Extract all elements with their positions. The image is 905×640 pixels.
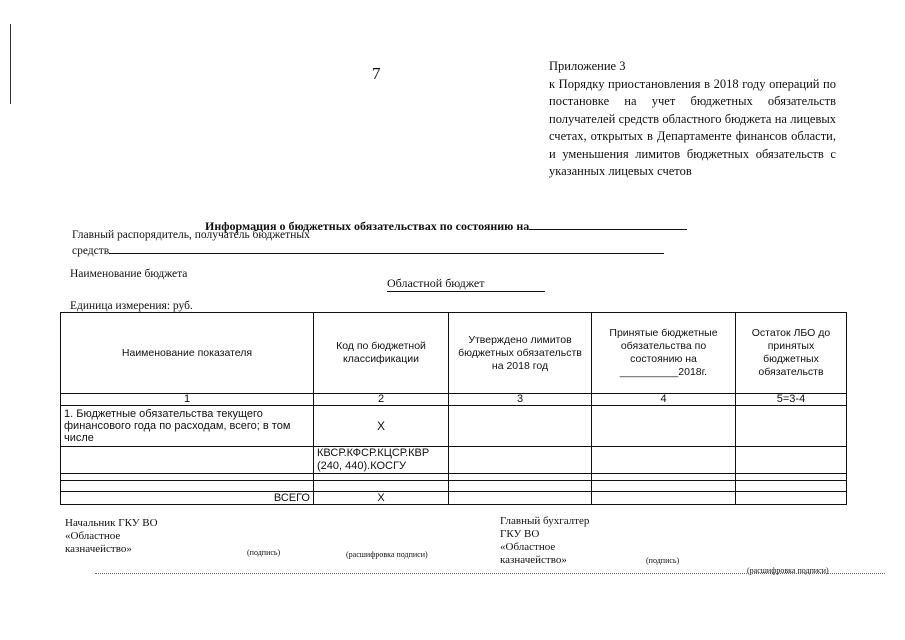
header-indicator-name: Наименование показателя xyxy=(61,313,314,394)
budget-name-value: Областной бюджет xyxy=(387,276,545,292)
budget-name-label: Наименование бюджета xyxy=(70,268,188,280)
table-row xyxy=(61,481,847,492)
total-approved xyxy=(449,492,592,505)
header-approved-limits: Утверждено лимитов бюджетных обязательств на 2018 год xyxy=(449,313,592,394)
unit-label: Единица измерения: руб. xyxy=(70,300,193,312)
main-manager-label: Главный распорядитель, получатель бюджетных xyxy=(72,229,310,241)
accountant-title: Главный бухгалтер ГКУ ВО «Областное казначейство» xyxy=(500,515,590,566)
total-accepted xyxy=(592,492,736,505)
column-number: 2 xyxy=(314,394,449,406)
table-header-row xyxy=(61,313,847,394)
row-name xyxy=(61,474,314,481)
annex-block xyxy=(549,58,836,181)
bottom-dotted-rule xyxy=(95,573,885,574)
row-code: Х xyxy=(314,406,449,447)
annex-title: Приложение 3 xyxy=(549,59,626,73)
accountant-decode-caption: (расшифровка подписи) xyxy=(747,566,829,575)
means-blank-line xyxy=(109,242,664,254)
means-label: средств xyxy=(72,245,110,257)
chief-signature-caption: (подпись) xyxy=(247,548,281,557)
row-code: КВСР.КФСР.КЦСР.КВР (240, 440).КОСГУ xyxy=(314,447,449,474)
row-remaining xyxy=(736,406,847,447)
column-number: 3 xyxy=(449,394,592,406)
row-name xyxy=(61,447,314,474)
row-remaining xyxy=(736,474,847,481)
row-remaining xyxy=(736,447,847,474)
row-code xyxy=(314,474,449,481)
header-budget-code: Код по бюджетной классификации xyxy=(314,313,449,394)
date-blank-line xyxy=(529,218,687,230)
means-field xyxy=(72,242,672,257)
header-remaining-lbo: Остаток ЛБО до принятых бюджетных обязательств xyxy=(736,313,847,394)
row-approved xyxy=(449,447,592,474)
column-number-row xyxy=(61,394,847,406)
row-accepted xyxy=(592,447,736,474)
total-label: ВСЕГО xyxy=(61,492,314,505)
column-number: 4 xyxy=(592,394,736,406)
page-number: 7 xyxy=(372,64,381,83)
row-accepted xyxy=(592,481,736,492)
row-remaining xyxy=(736,481,847,492)
total-remaining xyxy=(736,492,847,505)
margin-mark xyxy=(10,24,11,104)
row-name xyxy=(61,481,314,492)
row-approved xyxy=(449,406,592,447)
row-code xyxy=(314,481,449,492)
accountant-signature-caption: (подпись) xyxy=(646,556,680,565)
row-accepted xyxy=(592,406,736,447)
chief-decode-caption: (расшифровка подписи) xyxy=(346,550,428,559)
annex-body: к Порядку приостановления в 2018 году операций по постановке на учет бюджетных обязательств получателей средств областного бюджета на лицевых счетах, открытых в Департаменте финансов области, и уменьшения лимитов бюджетных обязательств с указанных лицевых счетов xyxy=(549,76,836,178)
row-approved xyxy=(449,481,592,492)
table-row xyxy=(61,406,847,447)
obligations-table xyxy=(60,312,847,505)
column-number: 5=3-4 xyxy=(736,394,847,406)
total-code: Х xyxy=(314,492,449,505)
row-accepted xyxy=(592,474,736,481)
total-row xyxy=(61,492,847,505)
table-row xyxy=(61,447,847,474)
column-number: 1 xyxy=(61,394,314,406)
row-approved xyxy=(449,474,592,481)
chief-title: Начальник ГКУ ВО «Областное казначейство» xyxy=(65,517,158,555)
row-name: 1. Бюджетные обязательства текущего финансового года по расходам, всего; в том числе xyxy=(61,406,314,447)
table-row xyxy=(61,474,847,481)
header-accepted-obligations: Принятые бюджетные обязательства по состоянию на __________2018г. xyxy=(592,313,736,394)
heading-text: Информация о бюджетных обязательствах по состоянию на xyxy=(205,219,530,233)
